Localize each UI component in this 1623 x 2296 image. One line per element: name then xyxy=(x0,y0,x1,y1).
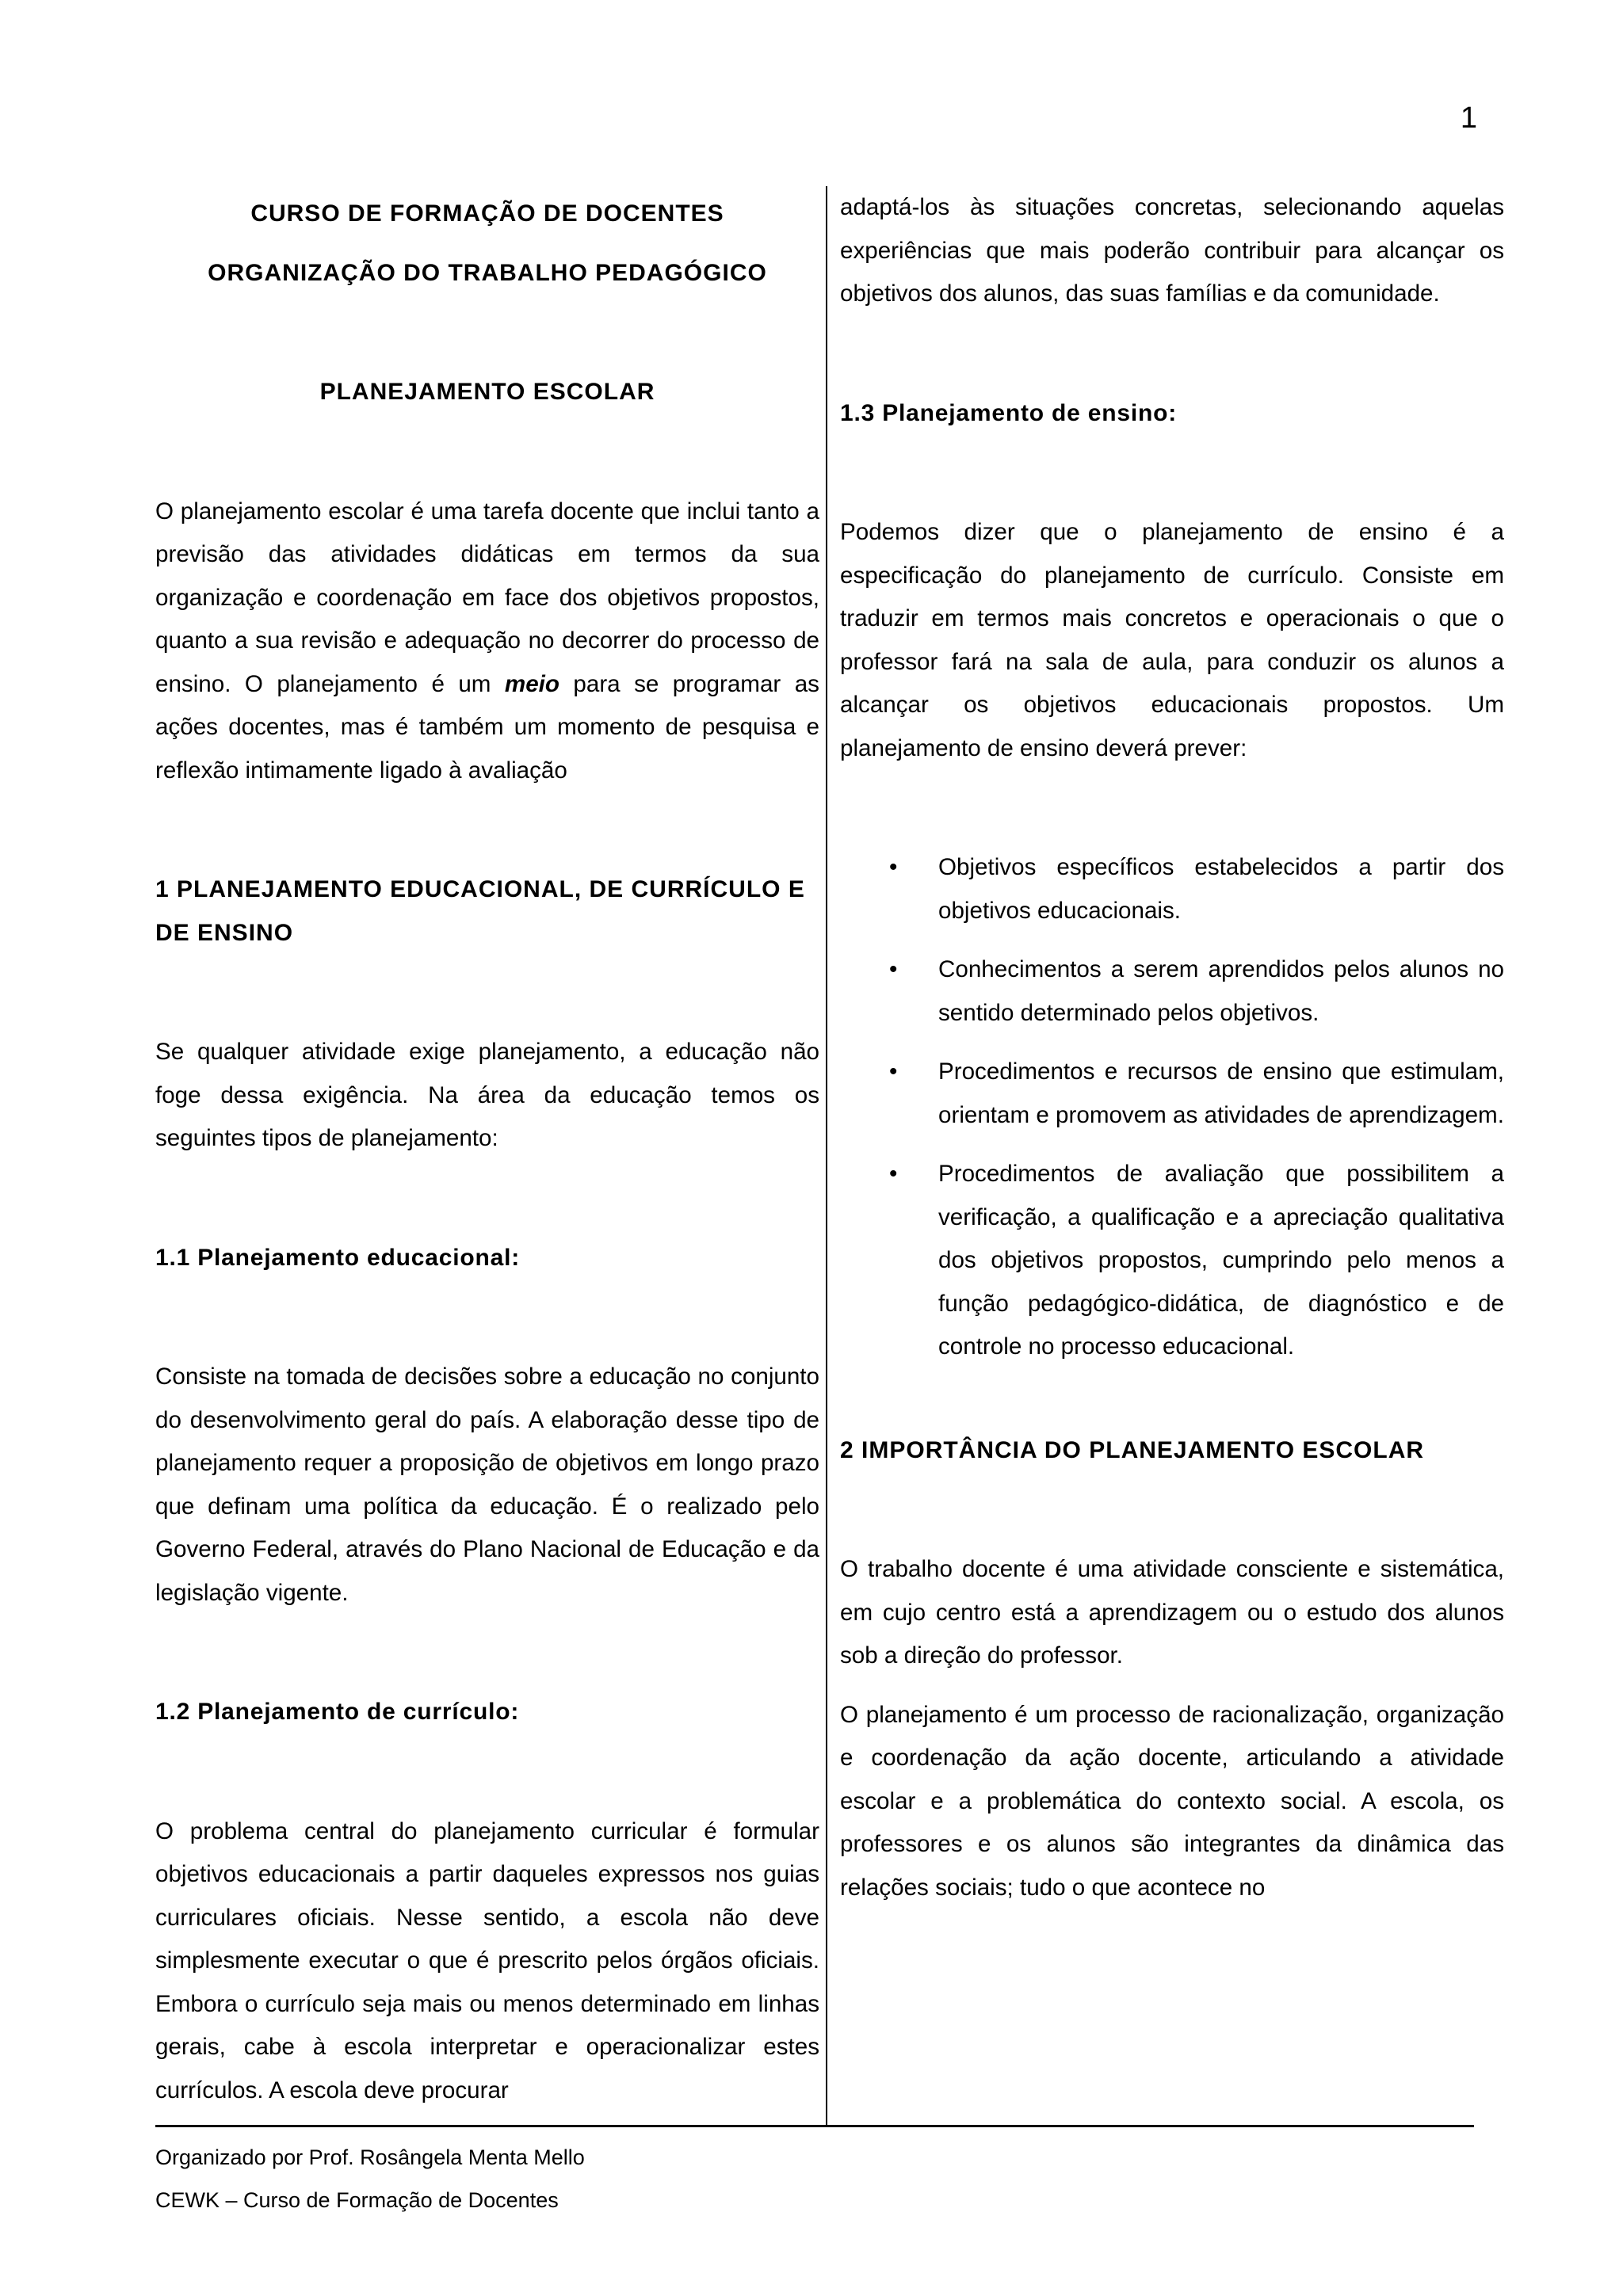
subsection-1-3-heading: 1.3 Planejamento de ensino: xyxy=(840,399,1178,426)
right-column xyxy=(840,186,1504,1909)
subsection-1-2-paragraph: O problema central do planejamento curricular é formular objetivos educacionais a partir daqueles expressos nos guias curriculares oficiais. Nesse sentido, a escola não deve simplesmente executar o que é prescrito pelos órgãos oficiais. Embora o currículo seja mais ou menos determinado em linhas gerais, cabe à escola interpretar e operacionalizar estes currículos. A escola deve procurar xyxy=(155,1817,819,2103)
intro-text-after: para se programar as ações docentes, mas é também um momento de pesquisa e reflexão intimamente ligado à avaliação xyxy=(155,670,819,784)
list-item-text: Procedimentos de avaliação que possibilitem a verificação, a qualificação e a apreciação qualitativa dos objetivos propostos, cumprindo pelo menos a função pedagógico-didática, de diagnóstico e de controle no processo educacional. xyxy=(938,1161,1504,1360)
bullet-icon: • xyxy=(889,956,898,982)
subsection-1-3-paragraph: Podemos dizer que o planejamento de ensino é a especificação do planejamento de currículo. Consiste em traduzir em termos mais concretos e operacionais o que o professor fará na sala de aula, para conduzir os alunos a alcançar os objetivos educacionais propostos. Um planejamento de ensino deverá prever: xyxy=(840,519,1504,761)
list-item xyxy=(840,846,1504,933)
subsection-1-2-heading: 1.2 Planejamento de currículo: xyxy=(155,1699,520,1725)
continuation-paragraph: adaptá-los às situações concretas, selecionando aquelas experiências que mais poderão contribuir para alcançar os objetivos dos alunos, das suas famílias e da comunidade. xyxy=(840,194,1504,307)
footer-divider xyxy=(155,2125,1474,2127)
list-item xyxy=(840,1051,1504,1137)
bullet-icon: • xyxy=(889,1161,898,1187)
list-item xyxy=(840,948,1504,1035)
section-2-heading: 2 IMPORTÂNCIA DO PLANEJAMENTO ESCOLAR xyxy=(840,1436,1425,1463)
document-title: PLANEJAMENTO ESCOLAR xyxy=(319,379,655,405)
bullet-icon: • xyxy=(889,1058,898,1085)
subject-title: ORGANIZAÇÃO DO TRABALHO PEDAGÓGICO xyxy=(208,259,767,286)
subsection-1-1-paragraph: Consiste na tomada de decisões sobre a educação no conjunto do desenvolvimento geral do país. A elaboração desse tipo de planejamento requer a proposição de objetivos em longo prazo que definam uma política da educação. É o realizado pelo Governo Federal, através do Plano Nacional de Educação e da legislação vigente. xyxy=(155,1363,819,1606)
intro-paragraph xyxy=(155,490,819,793)
list-item-text: Objetivos específicos estabelecidos a partir dos objetivos educacionais. xyxy=(938,854,1504,924)
list-item xyxy=(840,1153,1504,1369)
section-1-heading: 1 PLANEJAMENTO EDUCACIONAL, DE CURRÍCULO E DE ENSINO xyxy=(155,876,805,946)
subsection-1-1-heading: 1.1 Planejamento educacional: xyxy=(155,1244,521,1271)
column-divider xyxy=(826,186,827,2126)
section-2-paragraph-1: O trabalho docente é uma atividade consciente e sistemática, em cujo centro está a aprendizagem ou o estudo dos alunos sob a direção do professor. xyxy=(840,1556,1504,1669)
footer xyxy=(155,2136,585,2222)
intro-text-before: O planejamento escolar é uma tarefa docente que inclui tanto a previsão das atividades didáticas em termos da sua organização e coordenação em face dos objetivos propostos, quanto a sua revisão e adequação no decorrer do processo de ensino. O planejamento é um xyxy=(155,498,819,697)
page-number: 1 xyxy=(1460,101,1477,135)
teaching-plan-list xyxy=(840,846,1504,1369)
left-column xyxy=(155,186,819,2112)
list-item-text: Procedimentos e recursos de ensino que estimulam, orientam e promovem as atividades de aprendizagem. xyxy=(938,1058,1504,1128)
footer-author: Organizado por Prof. Rosângela Menta Mello xyxy=(155,2145,585,2169)
section-1-paragraph: Se qualquer atividade exige planejamento, a educação não foge dessa exigência. Na área da educação temos os seguintes tipos de planejamento: xyxy=(155,1039,819,1151)
bullet-icon: • xyxy=(889,854,898,880)
course-title: CURSO DE FORMAÇÃO DE DOCENTES xyxy=(250,200,724,227)
list-item-text: Conhecimentos a serem aprendidos pelos alunos no sentido determinado pelos objetivos. xyxy=(938,956,1504,1026)
intro-emphasis: meio xyxy=(504,670,559,697)
section-2-paragraph-2: O planejamento é um processo de racionalização, organização e coordenação da ação docente, articulando a atividade escolar e a problemática do contexto social. A escola, os professores e os alunos são integrantes da dinâmica das relações sociais; tudo o que acontece no xyxy=(840,1701,1504,1901)
footer-course: CEWK – Curso de Formação de Docentes xyxy=(155,2188,559,2212)
